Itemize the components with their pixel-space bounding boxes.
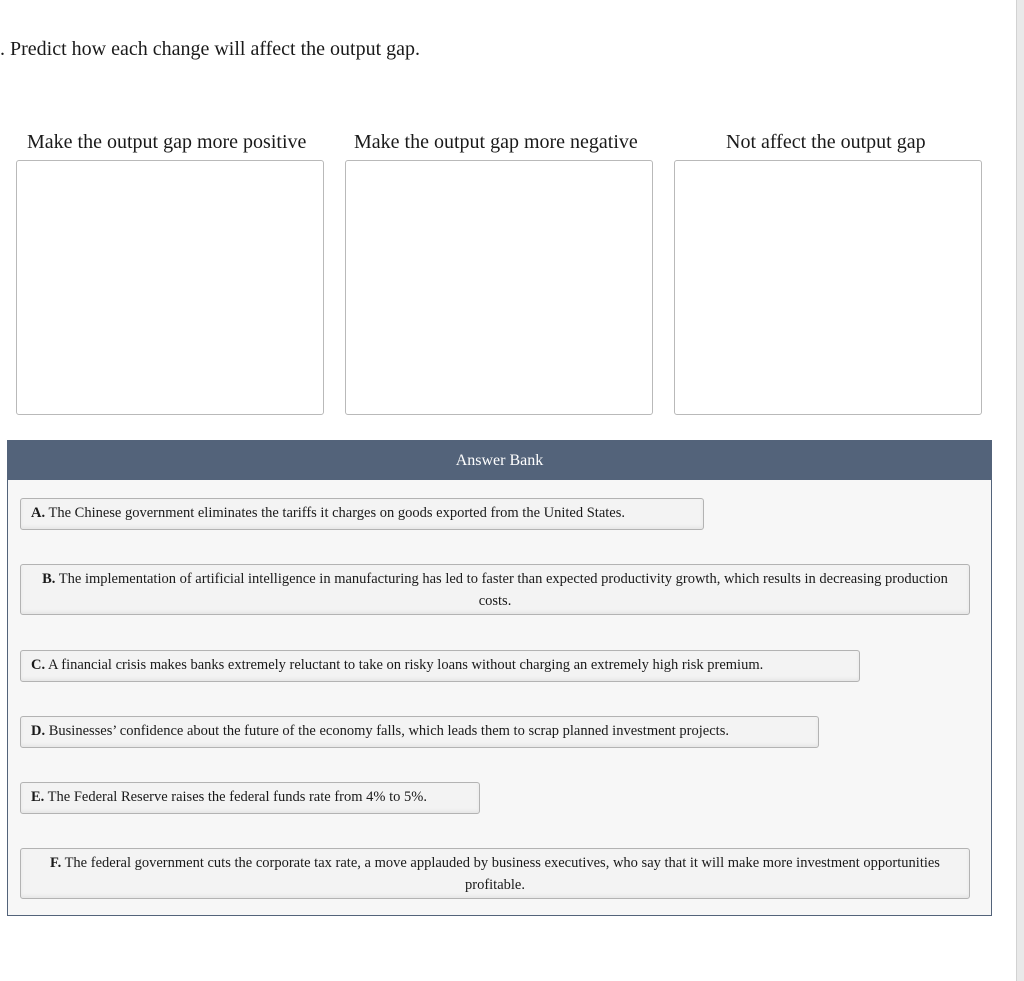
answer-bank (7, 440, 992, 916)
bin-title-negative: Make the output gap more negative (354, 131, 638, 153)
answer-text: Businesses’ confidence about the future of the economy falls, which leads them to scrap planned investment projects. (48, 723, 729, 739)
question-prompt: . Predict how each change will affect the output gap. (0, 38, 421, 60)
answer-letter: B. (42, 571, 56, 587)
page-scrollbar[interactable] (1016, 0, 1024, 981)
answer-text: A financial crisis makes banks extremely reluctant to take on risky loans without charging an extremely high risk premium. (47, 657, 764, 673)
answer-letter: F. (50, 855, 62, 871)
bin-title-positive: Make the output gap more positive (27, 131, 307, 153)
answer-letter: C. (31, 657, 46, 673)
drop-zone-no-effect[interactable] (674, 160, 982, 415)
answer-letter: E. (31, 789, 45, 805)
answer-text: The implementation of artificial intelligence in manufacturing has led to faster than expected productivity growth, which results in decreasing production costs. (58, 571, 948, 609)
answer-text: The Chinese government eliminates the tariffs it charges on goods exported from the United States. (48, 505, 625, 521)
answer-card-a[interactable] (20, 498, 704, 530)
answer-letter: A. (31, 505, 46, 521)
answer-card-e[interactable] (20, 782, 480, 814)
bin-title-no-effect: Not affect the output gap (726, 131, 926, 153)
answer-letter: D. (31, 723, 46, 739)
drop-zone-positive[interactable] (16, 160, 324, 415)
drop-zone-negative[interactable] (345, 160, 653, 415)
answer-text: The Federal Reserve raises the federal funds rate from 4% to 5%. (47, 789, 427, 805)
answer-card-c[interactable] (20, 650, 860, 682)
answer-card-b[interactable] (20, 564, 970, 615)
answer-card-d[interactable] (20, 716, 819, 748)
answer-text: The federal government cuts the corporate tax rate, a move applauded by business executives, who say that it will make more investment opportunities profitable. (64, 855, 940, 893)
answer-bank-header: Answer Bank (8, 441, 991, 480)
answer-card-f[interactable] (20, 848, 970, 899)
